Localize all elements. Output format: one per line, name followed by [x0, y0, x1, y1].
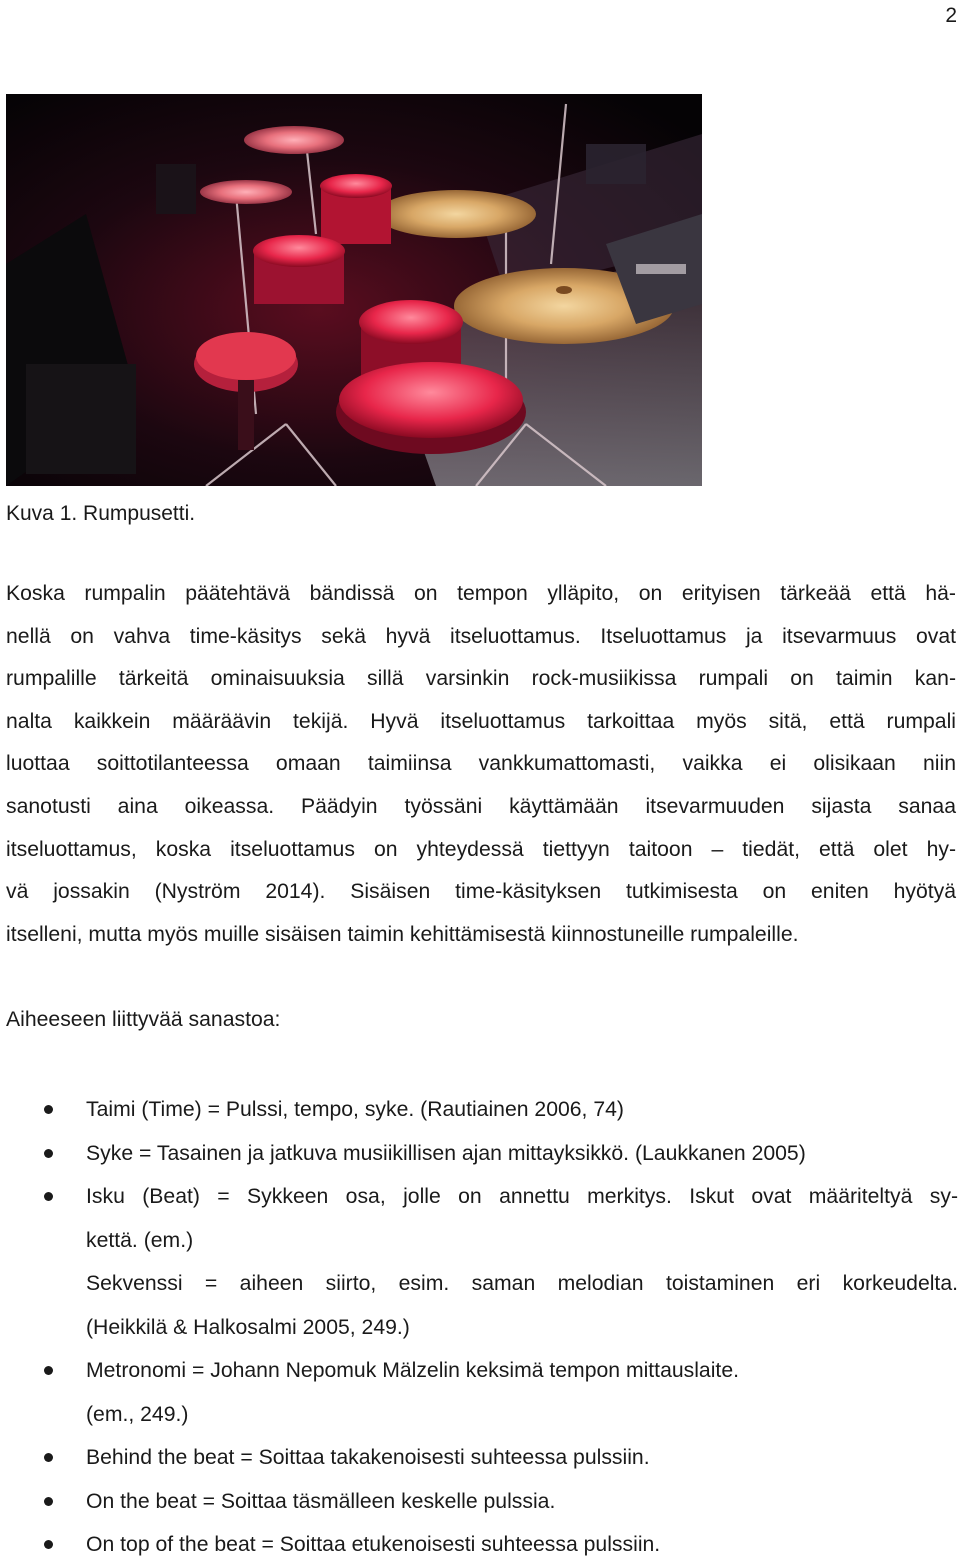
- paragraph-line: itselleni, mutta myös muille sisäisen taimin kehittämisestä kiinnostuneille rumpaleille.: [6, 922, 799, 946]
- vocabulary-item: [0, 1132, 958, 1176]
- vocabulary-item: [0, 1088, 958, 1132]
- vocabulary-line: (Heikkilä & Halkosalmi 2005, 249.): [86, 1315, 410, 1339]
- body-paragraph: [6, 573, 956, 956]
- vocabulary-line: On top of the beat = Soittaa etukenoisesti suhteessa pulssiin.: [86, 1533, 661, 1556]
- vocabulary-line: On the beat = Soittaa täsmälleen keskelle pulssia.: [86, 1489, 556, 1513]
- vocabulary-item: [0, 1262, 958, 1349]
- vocabulary-line: Syke = Tasainen ja jatkuva musiikillisen ajan mittayksikkö. (Laukkanen 2005): [86, 1141, 806, 1165]
- vocabulary-heading: Aiheeseen liittyvää sanastoa:: [6, 1008, 281, 1031]
- vocabulary-item: [0, 1175, 958, 1262]
- vocabulary-line: (em., 249.): [86, 1402, 189, 1426]
- page-number: 2: [945, 4, 957, 27]
- vocabulary-line: Taimi (Time) = Pulssi, tempo, syke. (Rautiainen 2006, 74): [86, 1098, 624, 1121]
- bullet-icon: [44, 1540, 53, 1549]
- paragraph-line: nalta kaikkein määräävin tekijä. Hyvä itseluottamus tarkoittaa myös sitä, että rumpali: [6, 709, 956, 733]
- vocabulary-line: kettä. (em.): [86, 1228, 194, 1252]
- paragraph-line: rumpalille tärkeitä ominaisuuksia sillä varsinkin rock-musiikissa rumpali on taimin kan-: [6, 667, 956, 691]
- paragraph-line: itseluottamus, koska itseluottamus on yhteydessä tiettyyn taitoon – tiedät, että olet hy-: [6, 837, 956, 861]
- bullet-icon: [44, 1149, 53, 1158]
- drum-kit-photo: [6, 94, 702, 486]
- bullet-icon: [44, 1453, 53, 1462]
- vocabulary-list: [0, 1088, 960, 1567]
- vocabulary-line: Isku (Beat) = Sykkeen osa, jolle on annettu merkitys. Iskut ovat määriteltyä sy-: [86, 1185, 958, 1208]
- vocabulary-item: [0, 1480, 958, 1524]
- paragraph-line: nellä on vahva time-käsitys sekä hyvä itseluottamus. Itseluottamus ja itsevarmuus ovat: [6, 624, 956, 648]
- vocabulary-item: [0, 1349, 958, 1436]
- bullet-icon: [44, 1366, 53, 1375]
- vocabulary-line: Sekvenssi = aiheen siirto, esim. saman melodian toistaminen eri korkeudelta.: [86, 1272, 958, 1295]
- vocabulary-line: Behind the beat = Soittaa takakenoisesti suhteessa pulssiin.: [86, 1446, 650, 1469]
- figure-caption: Kuva 1. Rumpusetti.: [6, 502, 196, 525]
- paragraph-line: sanotusti aina oikeassa. Päädyin työssäni käyttämään itsevarmuuden sijasta sanaa: [6, 794, 956, 818]
- bullet-icon: [44, 1105, 53, 1114]
- bullet-icon: [44, 1192, 53, 1201]
- paragraph-line: vä jossakin (Nyström 2014). Sisäisen time-käsityksen tutkimisesta on eniten hyötyä: [6, 880, 956, 904]
- bullet-icon: [44, 1497, 53, 1506]
- vocabulary-item: [0, 1523, 958, 1567]
- vocabulary-item: [0, 1436, 958, 1480]
- paragraph-line: luottaa soittotilanteessa omaan taimiinsa vankkumattomasti, vaikka ei olisikaan niin: [6, 752, 956, 776]
- vocabulary-line: Metronomi = Johann Nepomuk Mälzelin keksimä tempon mittauslaite.: [86, 1359, 739, 1382]
- paragraph-line: Koska rumpalin päätehtävä bändissä on tempon ylläpito, on erityisen tärkeää että hä-: [6, 582, 956, 605]
